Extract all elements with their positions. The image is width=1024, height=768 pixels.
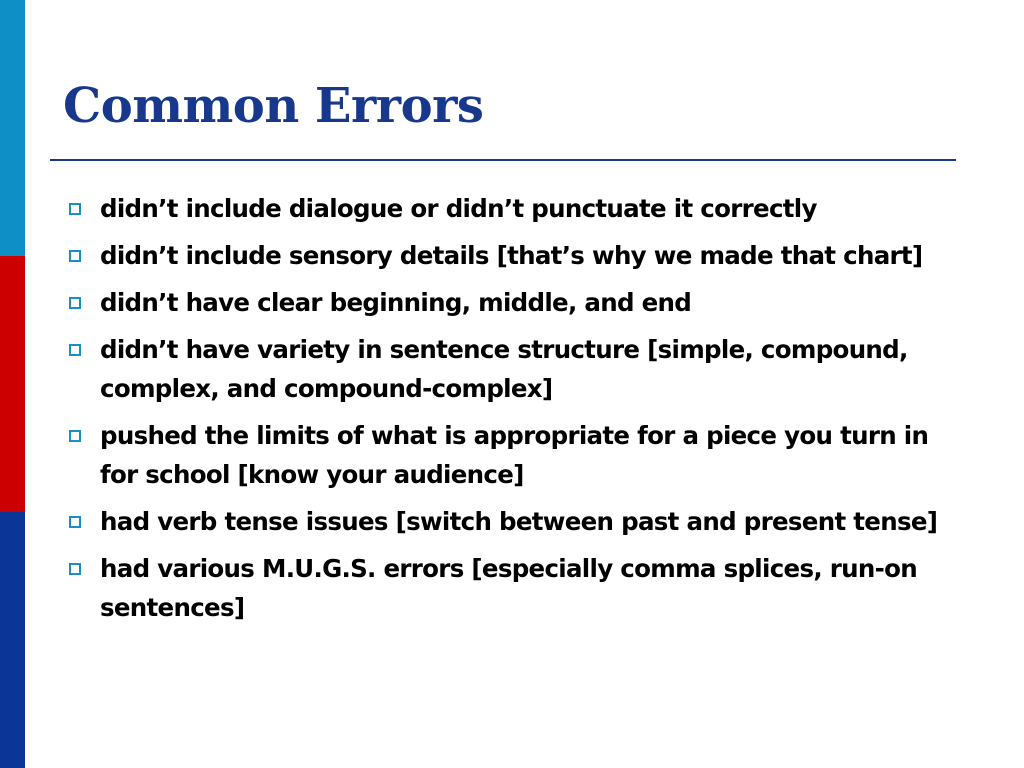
bullet-text: didn’t have clear beginning, middle, and end [100, 288, 692, 317]
bullet-item [66, 330, 962, 408]
bullet-item [66, 189, 962, 228]
bullet-text: didn’t include sensory details [that’s why we made that chart] [100, 241, 923, 270]
bullet-item [66, 283, 962, 322]
bullet-text: had various M.U.G.S. errors [especially comma splices, run-on sentences] [100, 554, 917, 622]
hollow-square-bullet-icon [69, 563, 81, 575]
hollow-square-bullet-icon [69, 430, 81, 442]
bullet-list [66, 189, 962, 635]
bullet-text: didn’t have variety in sentence structure [simple, compound, complex, and compound-complex] [100, 335, 908, 403]
bullet-text: didn’t include dialogue or didn’t punctuate it correctly [100, 194, 817, 223]
bullet-text: pushed the limits of what is appropriate for a piece you turn in for school [know your audience] [100, 421, 929, 489]
bullet-text: had verb tense issues [switch between past and present tense] [100, 507, 938, 536]
side-bar-red-segment [0, 256, 25, 512]
hollow-square-bullet-icon [69, 344, 81, 356]
slide-title: Common Errors [63, 78, 484, 134]
title-underline-rule [50, 159, 956, 161]
bullet-item [66, 236, 962, 275]
hollow-square-bullet-icon [69, 297, 81, 309]
hollow-square-bullet-icon [69, 203, 81, 215]
hollow-square-bullet-icon [69, 250, 81, 262]
bullet-item [66, 416, 962, 494]
bullet-item [66, 502, 962, 541]
hollow-square-bullet-icon [69, 516, 81, 528]
side-bar-navy-segment [0, 512, 25, 768]
bullet-item [66, 549, 962, 627]
side-bar-blue-segment [0, 0, 25, 256]
